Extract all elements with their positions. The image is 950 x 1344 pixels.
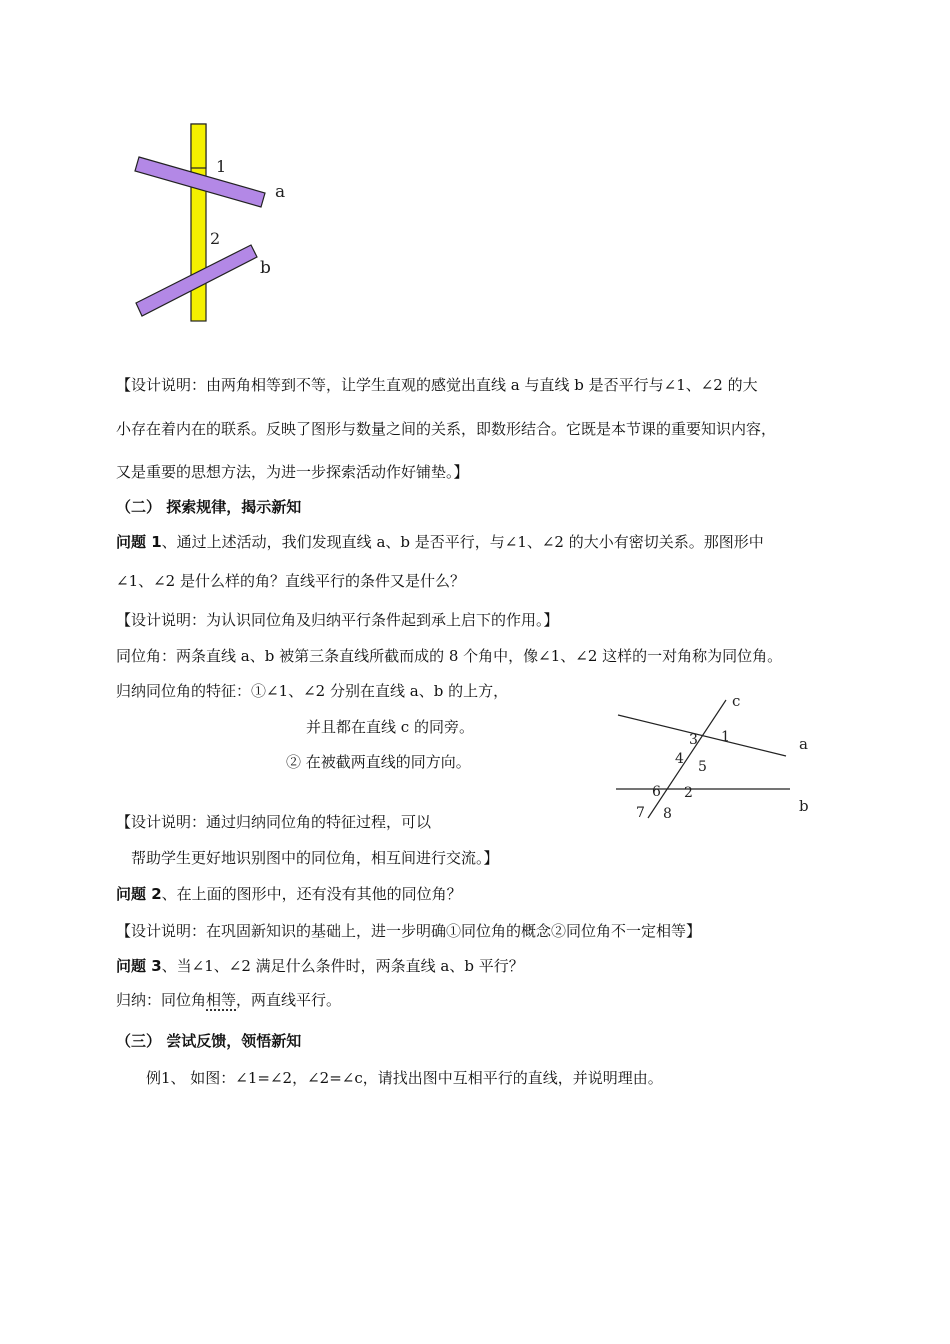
- section-heading-3: （三） 尝试反馈，领悟新知: [116, 1032, 302, 1050]
- conclusion-post: ，两直线平行。: [236, 991, 342, 1009]
- line-b-label: b: [799, 797, 809, 815]
- question-3-label: 问题 3: [116, 957, 162, 975]
- question-3-text: 、当∠1、∠2 满足什么条件时，两条直线 a、b 平行？: [161, 957, 524, 975]
- question-2-label: 问题 2: [116, 885, 162, 903]
- design-note-3b: 帮助学生更好地识别图中的同位角，相互间进行交流。】: [131, 849, 499, 867]
- design-note-4: 【设计说明：在巩固新知识的基础上，进一步明确①同位角的概念②同位角不一定相等】: [116, 922, 702, 940]
- design-note-3a: 【设计说明：通过归纳同位角的特征过程，可以: [116, 813, 432, 831]
- conclusion-emphasis: 相等: [206, 991, 237, 1009]
- transversal-figure: [608, 690, 828, 825]
- question-3: [116, 956, 524, 976]
- section-heading-2: （二） 探索规律，揭示新知: [116, 498, 302, 516]
- definition-corresponding-angles: 同位角：两条直线 a、b 被第三条直线所截而成的 8 个角中，像∠1、∠2 这样的一对角称为同位角。: [116, 647, 783, 665]
- design-note-1b: 小存在着内在的联系。反映了图形与数量之间的关系，即数形结合。它既是本节课的重要知识内容，: [116, 420, 777, 438]
- conclusion: [116, 990, 341, 1010]
- strips-figure: [130, 118, 310, 328]
- design-note-1c: 又是重要的思想方法，为进一步探索活动作好铺垫。】: [116, 463, 469, 481]
- question-2: [116, 884, 462, 904]
- question-1: [116, 532, 764, 552]
- angle-4: 4: [675, 751, 684, 767]
- question-1-text: 、通过上述活动，我们发现直线 a、b 是否平行，与∠1、∠2 的大小有密切关系。那图形中: [161, 533, 764, 551]
- strip-a-label: a: [275, 182, 286, 202]
- angle-2-label: 2: [210, 229, 221, 248]
- line-c-label: c: [732, 692, 741, 710]
- angle-1: 1: [721, 729, 730, 745]
- design-note-1a: 【设计说明：由两角相等到不等，让学生直观的感觉出直线 a 与直线 b 是否平行与∠1、∠2 的大: [116, 376, 758, 394]
- question-2-text: 、在上面的图形中，还有没有其他的同位角？: [161, 885, 462, 903]
- question-1-cont: ∠1、∠2 是什么样的角？直线平行的条件又是什么？: [116, 572, 465, 590]
- feature-2: ② 在被截两直线的同方向。: [286, 753, 471, 771]
- angle-8: 8: [663, 806, 672, 822]
- angle-5: 5: [698, 759, 707, 775]
- angle-2: 2: [684, 785, 693, 801]
- line-a-label: a: [799, 735, 808, 753]
- design-note-2: 【设计说明：为认识同位角及归纳平行条件起到承上启下的作用。】: [116, 611, 559, 629]
- angle-1-label: 1: [216, 157, 227, 176]
- feature-1: 归纳同位角的特征：①∠1、∠2 分别在直线 a、b 的上方，: [116, 682, 509, 700]
- conclusion-pre: 归纳：同位角: [116, 991, 207, 1009]
- example-1: 例1、 如图：∠1=∠2，∠2=∠c，请找出图中互相平行的直线，并说明理由。: [146, 1069, 663, 1087]
- question-1-label: 问题 1: [116, 533, 162, 551]
- angle-6: 6: [652, 784, 661, 800]
- angle-7: 7: [636, 805, 645, 821]
- feature-1-cont: 并且都在直线 c 的同旁。: [306, 718, 474, 736]
- strip-b-label: b: [260, 258, 271, 278]
- angle-3: 3: [689, 732, 698, 748]
